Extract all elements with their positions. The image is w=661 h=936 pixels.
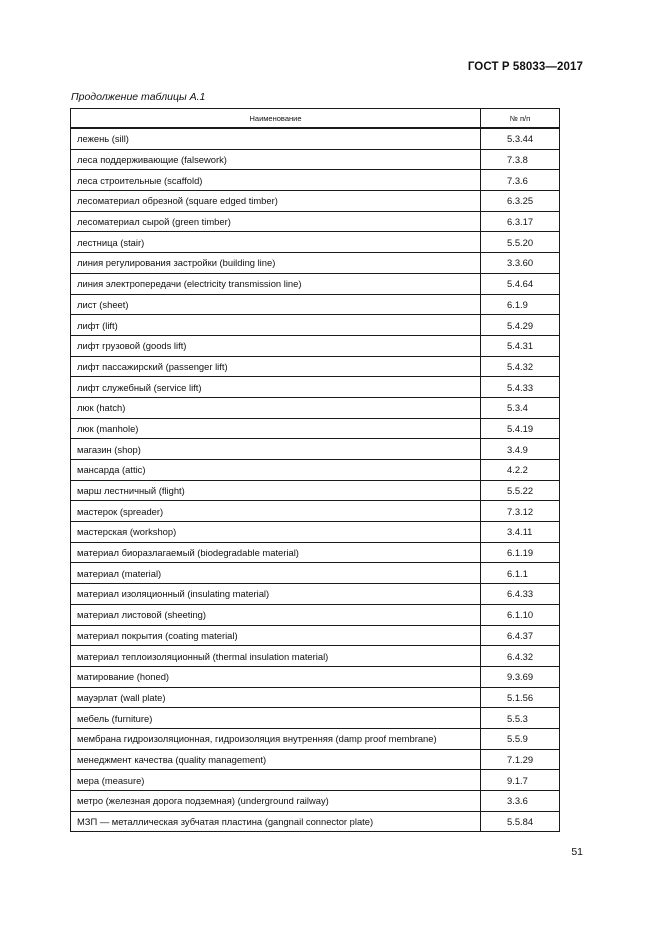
term-name-cell: менеджмент качества (quality management)	[71, 749, 481, 770]
table-row	[71, 439, 560, 460]
table-row	[71, 687, 560, 708]
term-number-cell: 9.3.69	[481, 666, 560, 687]
table-row	[71, 211, 560, 232]
term-name-cell: лифт (lift)	[71, 315, 481, 336]
term-number-cell: 5.4.19	[481, 418, 560, 439]
table-row	[71, 191, 560, 212]
term-name-cell: материал (material)	[71, 563, 481, 584]
table-row	[71, 315, 560, 336]
term-number-cell: 5.4.31	[481, 335, 560, 356]
term-name-cell: линия регулирования застройки (building line)	[71, 253, 481, 274]
term-name-cell: леса строительные (scaffold)	[71, 170, 481, 191]
term-number-cell: 6.4.37	[481, 625, 560, 646]
term-name-cell: лифт грузовой (goods lift)	[71, 335, 481, 356]
term-number-cell: 5.5.9	[481, 728, 560, 749]
term-number-cell: 5.4.64	[481, 273, 560, 294]
term-name-cell: лесоматериал обрезной (square edged timber)	[71, 191, 481, 212]
term-number-cell: 7.3.12	[481, 501, 560, 522]
table-row	[71, 335, 560, 356]
table-row	[71, 418, 560, 439]
term-name-cell: марш лестничный (flight)	[71, 480, 481, 501]
term-number-cell: 6.1.9	[481, 294, 560, 315]
term-number-cell: 7.3.8	[481, 149, 560, 170]
term-name-cell: МЗП — металлическая зубчатая пластина (gangnail connector plate)	[71, 811, 481, 832]
term-name-cell: лист (sheet)	[71, 294, 481, 315]
table-row	[71, 646, 560, 667]
term-number-cell: 5.4.33	[481, 377, 560, 398]
term-number-cell: 5.4.29	[481, 315, 560, 336]
term-number-cell: 6.4.33	[481, 584, 560, 605]
term-number-cell: 5.5.20	[481, 232, 560, 253]
table-row	[71, 397, 560, 418]
table-row	[71, 604, 560, 625]
table-row	[71, 460, 560, 481]
table-row	[71, 480, 560, 501]
table-row	[71, 253, 560, 274]
table-caption: Продолжение таблицы А.1	[71, 91, 206, 103]
term-name-cell: лифт пассажирский (passenger lift)	[71, 356, 481, 377]
term-number-cell: 5.5.3	[481, 708, 560, 729]
table-header	[71, 109, 560, 129]
page-number: 51	[571, 846, 583, 858]
table-row	[71, 563, 560, 584]
term-number-cell: 5.1.56	[481, 687, 560, 708]
term-name-cell: лежень (sill)	[71, 128, 481, 149]
term-name-cell: мебель (furniture)	[71, 708, 481, 729]
term-name-cell: мера (measure)	[71, 770, 481, 791]
column-header-number: № п/п	[481, 109, 560, 129]
table-row	[71, 356, 560, 377]
term-name-cell: мембрана гидроизоляционная, гидроизоляция внутренняя (damp proof membrane)	[71, 728, 481, 749]
term-name-cell: лесоматериал сырой (green timber)	[71, 211, 481, 232]
term-number-cell: 6.3.25	[481, 191, 560, 212]
term-number-cell: 6.1.19	[481, 542, 560, 563]
table-row	[71, 584, 560, 605]
table-row	[71, 273, 560, 294]
table-row	[71, 170, 560, 191]
table-row	[71, 149, 560, 170]
table-row	[71, 294, 560, 315]
term-number-cell: 6.3.17	[481, 211, 560, 232]
table-row	[71, 791, 560, 812]
term-number-cell: 5.5.84	[481, 811, 560, 832]
term-name-cell: материал теплоизоляционный (thermal insulation material)	[71, 646, 481, 667]
term-number-cell: 3.3.60	[481, 253, 560, 274]
term-name-cell: материал покрытия (coating material)	[71, 625, 481, 646]
term-number-cell: 6.1.10	[481, 604, 560, 625]
term-number-cell: 3.4.9	[481, 439, 560, 460]
term-name-cell: материал изоляционный (insulating material)	[71, 584, 481, 605]
term-name-cell: мастерская (workshop)	[71, 522, 481, 543]
term-name-cell: лестница (stair)	[71, 232, 481, 253]
table-row	[71, 522, 560, 543]
term-number-cell: 6.1.1	[481, 563, 560, 584]
term-name-cell: метро (железная дорога подземная) (underground railway)	[71, 791, 481, 812]
table-row	[71, 128, 560, 149]
term-number-cell: 5.5.22	[481, 480, 560, 501]
term-name-cell: мансарда (attic)	[71, 460, 481, 481]
term-number-cell: 6.4.32	[481, 646, 560, 667]
table-row	[71, 749, 560, 770]
table-row	[71, 377, 560, 398]
term-name-cell: мастерок (spreader)	[71, 501, 481, 522]
table-row	[71, 542, 560, 563]
term-name-cell: линия электропередачи (electricity transmission line)	[71, 273, 481, 294]
terms-table	[70, 108, 560, 832]
term-number-cell: 3.3.6	[481, 791, 560, 812]
term-name-cell: матирование (honed)	[71, 666, 481, 687]
table-row	[71, 232, 560, 253]
term-number-cell: 5.3.4	[481, 397, 560, 418]
term-number-cell: 3.4.11	[481, 522, 560, 543]
table-row	[71, 501, 560, 522]
term-name-cell: леса поддерживающие (falsework)	[71, 149, 481, 170]
term-number-cell: 5.3.44	[481, 128, 560, 149]
table-row	[71, 728, 560, 749]
term-number-cell: 9.1.7	[481, 770, 560, 791]
term-name-cell: мауэрлат (wall plate)	[71, 687, 481, 708]
term-number-cell: 7.1.29	[481, 749, 560, 770]
term-name-cell: люк (manhole)	[71, 418, 481, 439]
table-row	[71, 625, 560, 646]
term-number-cell: 7.3.6	[481, 170, 560, 191]
term-number-cell: 5.4.32	[481, 356, 560, 377]
term-name-cell: магазин (shop)	[71, 439, 481, 460]
column-header-name: Наименование	[71, 109, 481, 129]
table-body	[71, 128, 560, 832]
table-row	[71, 811, 560, 832]
term-name-cell: материал биоразлагаемый (biodegradable material)	[71, 542, 481, 563]
document-code: ГОСТ Р 58033—2017	[467, 61, 583, 73]
term-name-cell: люк (hatch)	[71, 397, 481, 418]
table-row	[71, 770, 560, 791]
term-name-cell: лифт служебный (service lift)	[71, 377, 481, 398]
term-number-cell: 4.2.2	[481, 460, 560, 481]
table-row	[71, 708, 560, 729]
term-name-cell: материал листовой (sheeting)	[71, 604, 481, 625]
table-row	[71, 666, 560, 687]
